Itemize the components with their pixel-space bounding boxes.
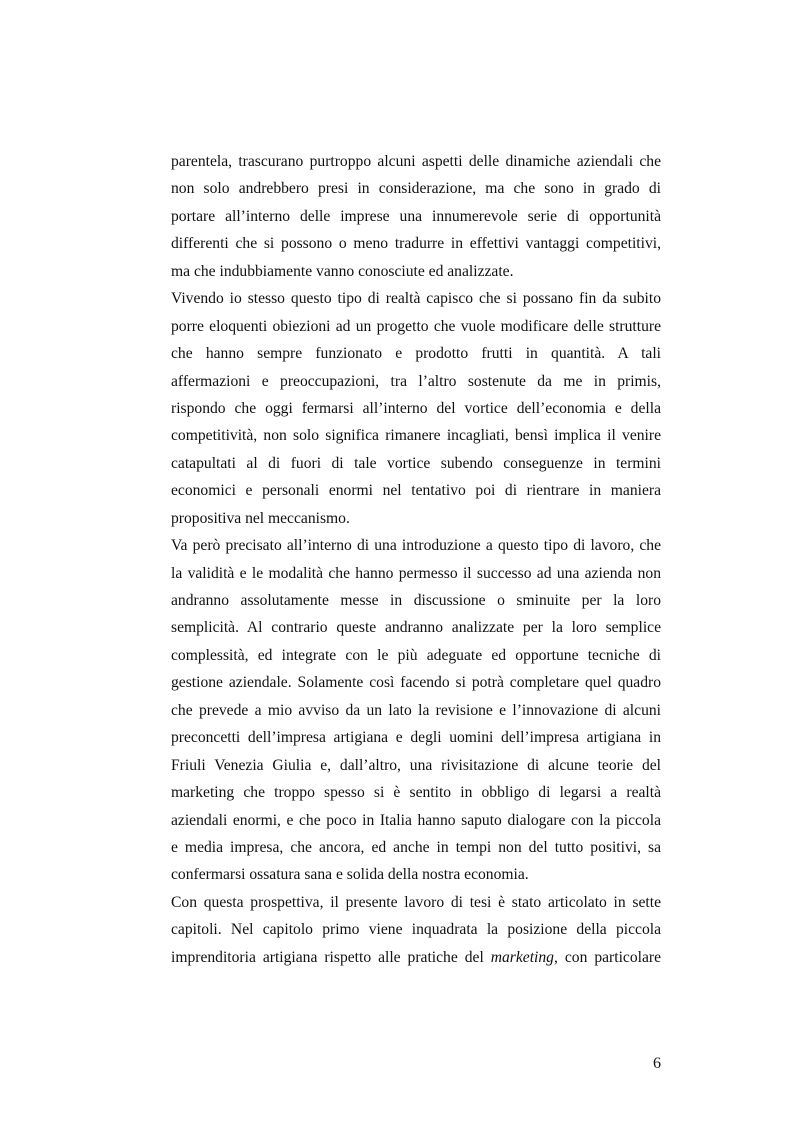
text-line: la validità e le modalità che hanno permesso il successo ad una azienda non: [171, 564, 661, 582]
text-line: economici e personali enormi nel tentativo poi di rientrare in maniera: [171, 482, 661, 500]
text-line: complessità, ed integrate con le più adeguate ed opportune tecniche di: [171, 646, 661, 664]
text-line: Vivendo io stesso questo tipo di realtà capisco che si possano fin da subito: [171, 290, 661, 308]
text-line: catapultati al di fuori di tale vortice subendo conseguenze in termini: [171, 454, 661, 472]
text-line: Con questa prospettiva, il presente lavoro di tesi è stato articolato in sette: [171, 893, 661, 911]
text-line: e media impresa, che ancora, ed anche in tempi non del tutto positivi, sa: [171, 838, 661, 856]
text-line: porre eloquenti obiezioni ad un progetto che vuole modificare delle strutture: [171, 317, 661, 335]
text-line: parentela, trascurano purtroppo alcuni aspetti delle dinamiche aziendali che: [171, 153, 661, 170]
last-line-italic: marketing: [490, 948, 554, 966]
text-line: andranno assolutamente messe in discussione o sminuite per la loro: [171, 592, 661, 609]
page-number: 6: [653, 1055, 661, 1072]
text-line: rispondo che oggi fermarsi all’interno del vortice dell’economia e della: [171, 399, 661, 417]
text-line: aziendali enormi, e che poco in Italia hanno saputo dialogare con la piccola: [171, 811, 661, 829]
last-line-after: , con particolare: [553, 948, 661, 966]
text-line: non solo andrebbero presi in considerazione, ma che sono in grado di: [171, 180, 661, 198]
text-line: confermarsi ossatura sana e solida della nostra economia.: [171, 866, 529, 884]
text-line: che hanno sempre funzionato e prodotto frutti in quantità. A tali: [171, 345, 661, 363]
text-line: affermazioni e preoccupazioni, tra l’altro sostenute da me in primis,: [171, 372, 661, 390]
text-line: ma che indubbiamente vanno conosciute ed analizzate.: [171, 262, 514, 280]
text-line: semplicità. Al contrario queste andranno analizzate per la loro semplice: [171, 619, 661, 637]
text-line: competitività, non solo significa rimanere incagliati, bensì implica il venire: [171, 427, 661, 445]
text-line: portare all’interno delle imprese una innumerevole serie di opportunità: [171, 207, 661, 225]
text-line: capitoli. Nel capitolo primo viene inquadrata la posizione della piccola: [171, 921, 661, 939]
text-line: marketing che troppo spesso si è sentito in obbligo di legarsi a realtà: [171, 784, 661, 802]
text-line: Friuli Venezia Giulia e, dall’altro, una rivisitazione di alcune teorie del: [171, 756, 661, 774]
text-line-last: [171, 944, 661, 971]
text-line: gestione aziendale. Solamente così facendo si potrà completare quel quadro: [171, 674, 661, 692]
body-text: [171, 148, 661, 971]
text-line: preconcetti dell’impresa artigiana e degli uomini dell’impresa artigiana in: [171, 729, 661, 747]
last-line-before: imprenditoria artigiana rispetto alle pratiche del: [171, 948, 491, 966]
text-line: propositiva nel meccanismo.: [171, 509, 350, 527]
text-line: che prevede a mio avviso da un lato la revisione e l’innovazione di alcuni: [171, 701, 661, 719]
text-line: differenti che si possono o meno tradurre in effettivi vantaggi competitivi,: [171, 235, 661, 253]
text-line: Va però precisato all’interno di una introduzione a questo tipo di lavoro, che: [171, 537, 661, 555]
